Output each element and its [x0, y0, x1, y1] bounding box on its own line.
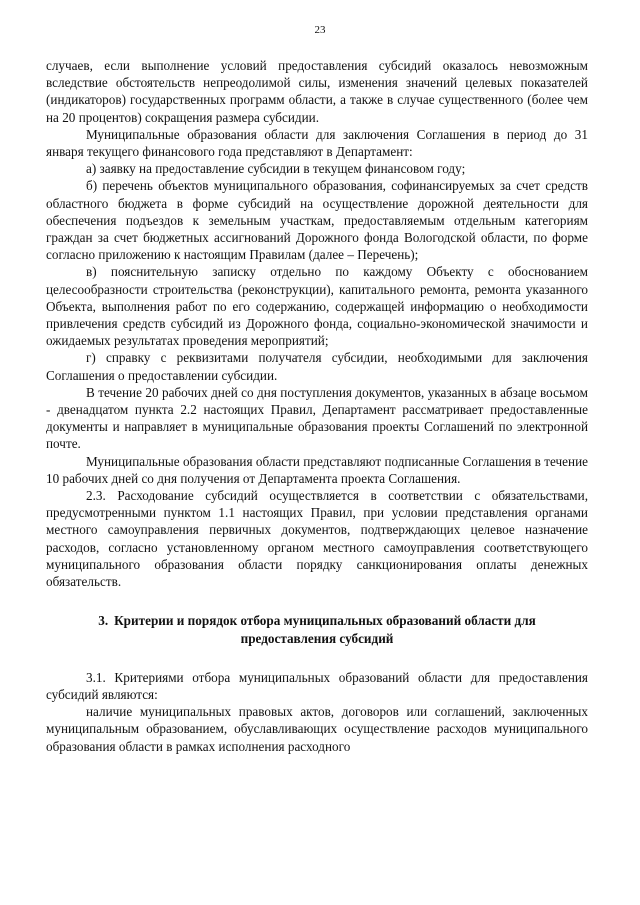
page-number: 23	[314, 24, 326, 36]
list-item-b: б) перечень объектов муниципального образования, софинансируемых за счет средств областного бюджета в форме субсидий на осуществление дорожной деятельности для обеспечения подъездов к земельным участкам, предоставляемым отдельным категориям граждан за счет бюджетных ассигнований Дорожного фонда Вологодской области, по форме согласно приложению к настоящим Правилам (далее – Перечень);	[46, 178, 588, 263]
paragraph: наличие муниципальных правовых актов, договоров или соглашений, заключенных муниципальным образованием, обуславливающих осуществление расходов муниципального образования области в рамках исполнения расходного	[46, 704, 588, 754]
clause-3-1: 3.1. Критериями отбора муниципальных образований области для предоставления субсидий являются:	[46, 669, 588, 702]
list-item-v: в) пояснительную записку отдельно по каждому Объекту с обоснованием целесообразности строительства (реконструкции), капитального ремонта, ремонта указанного Объекта, выполнения работ по его содержанию, содержащей информацию о необходимости привлечения средств субсидий из Дорожного фонда, социально-экономической значимости и ожидаемых результатах проведения мероприятий;	[46, 264, 588, 349]
list-item-a: а) заявку на предоставление субсидии в текущем финансовом году;	[86, 161, 466, 177]
paragraph: Муниципальные образования области для заключения Соглашения в период до 31 января текущего финансового года представляют в Департамент:	[46, 126, 588, 160]
list-item-g: г) справку с реквизитами получателя субсидии, необходимыми для заключения Соглашения о предоставлении субсидии.	[46, 350, 588, 383]
paragraph: Муниципальные образования области представляют подписанные Соглашения в течение 10 рабочих дней со дня получения от Департамента проекта Соглашения.	[46, 453, 588, 486]
document-body	[46, 57, 588, 755]
section-heading	[46, 612, 588, 646]
clause-2-3: 2.3. Расходование субсидий осуществляется в соответствии с обязательствами, предусмотренными пунктом 1.1 настоящих Правил, при условии представления органами местного самоуправления первичных документов, подтверждающих целевое назначение расходов, согласно установленному органом местного самоуправления соответствующего муниципального образования области порядку санкционирования оплаты денежных обязательств.	[46, 488, 588, 590]
section-number: 3.	[98, 613, 109, 629]
paragraph: случаев, если выполнение условий предоставления субсидий оказалось невозможным вследствие обстоятельств непреодолимой силы, изменения значений целевых показателей (индикаторов) государственных программ области, а также в случае существенного (более чем на 20 процентов) сокращения размера субсидии.	[46, 58, 588, 125]
section-title: Критерии и порядок отбора муниципальных образований области для предоставления субсидий	[114, 613, 536, 646]
paragraph: В течение 20 рабочих дней со дня поступления документов, указанных в абзаце восьмом - двенадцатом пункта 2.2 настоящих Правил, Департамент рассматривает предоставленные документы и направляет в муниципальные образования проекты Соглашений по электронной почте.	[46, 384, 588, 452]
